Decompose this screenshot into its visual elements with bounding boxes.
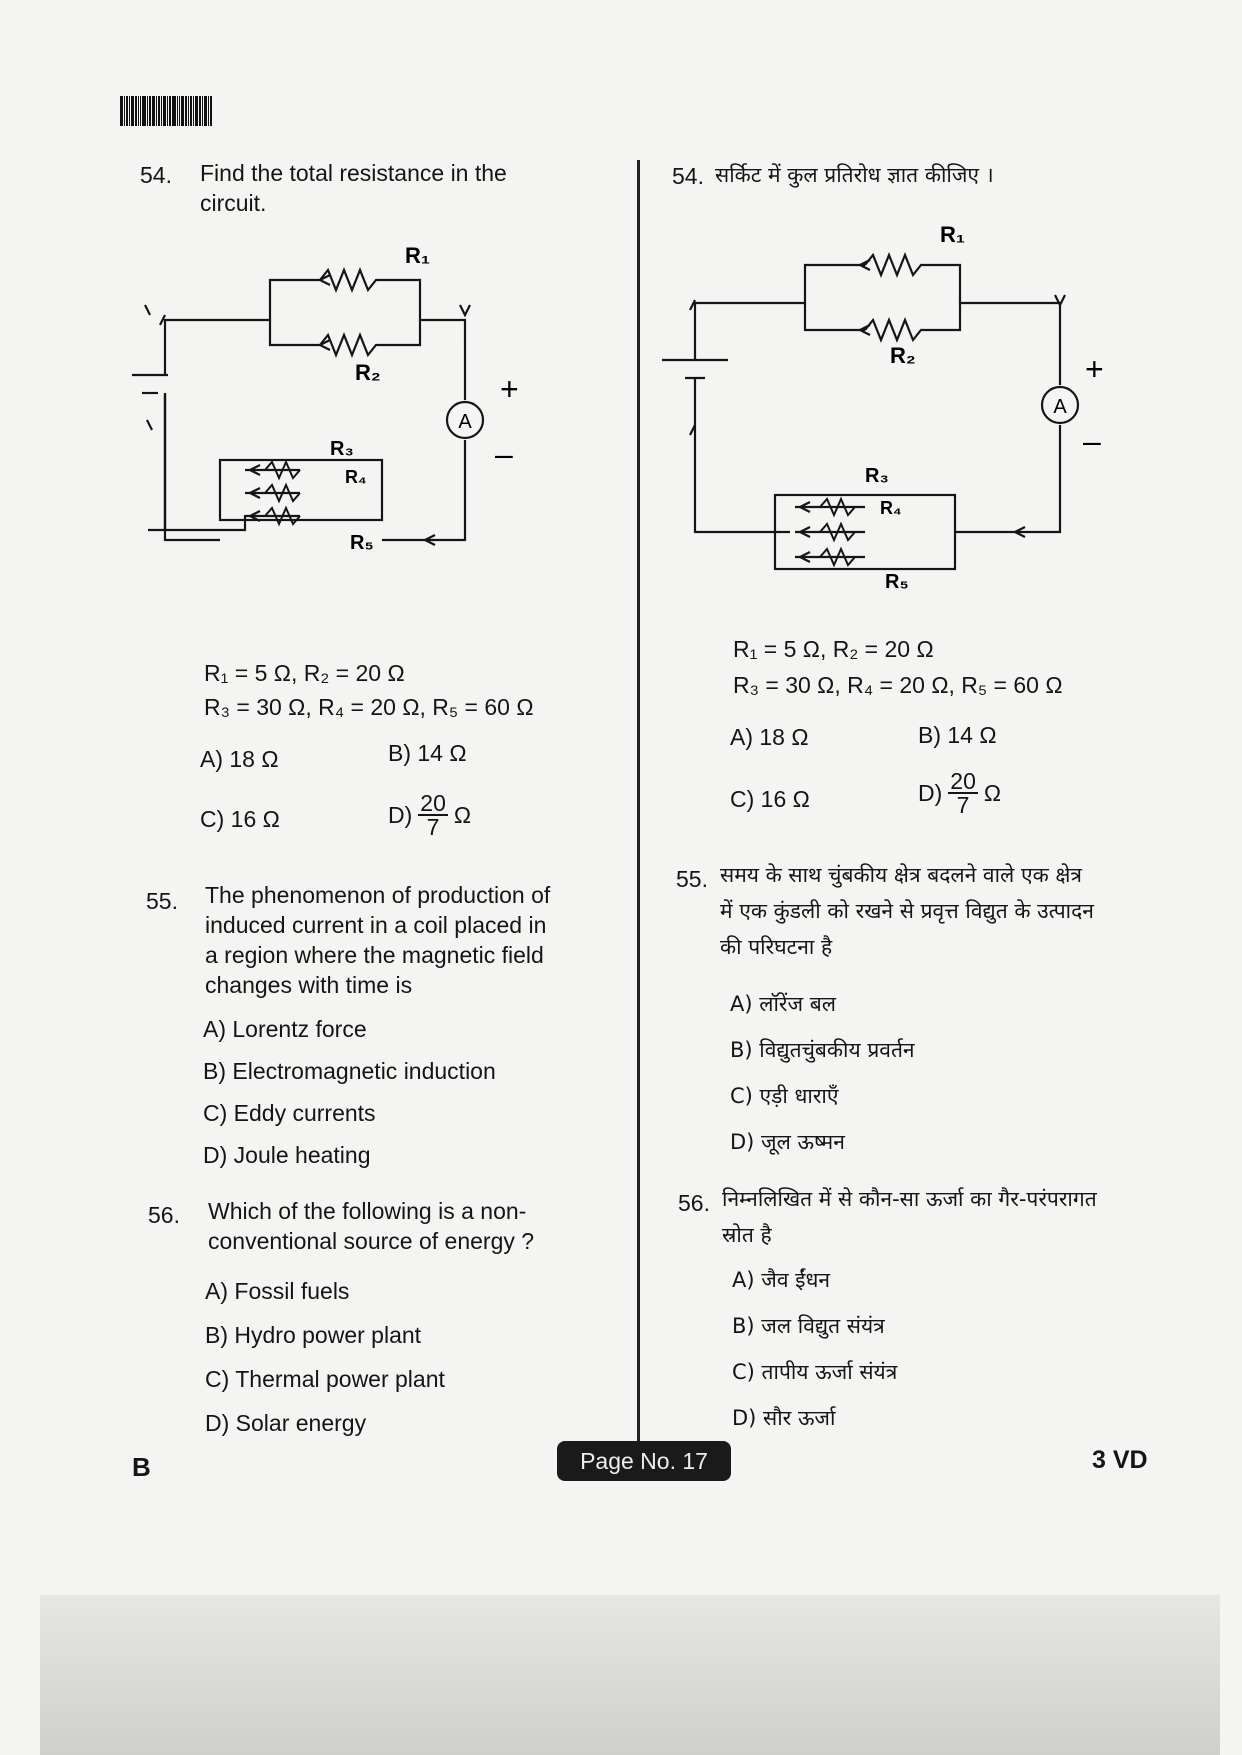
hi-q54-option-b[interactable]: B) 14 Ω — [918, 722, 997, 748]
q55-option-b[interactable]: B) Electromagnetic induction — [203, 1058, 496, 1084]
plus-label: + — [500, 371, 519, 407]
r3-label: R₃ — [330, 438, 354, 460]
series-letter: B — [132, 1452, 151, 1482]
scan-shadow-band — [40, 1595, 1220, 1755]
hi-q55-option-d[interactable]: D) जूल ऊष्मन — [730, 1130, 845, 1154]
hi-q55-line1: समय के साथ चुंबकीय क्षेत्र बदलने वाले एक क्षेत्र — [720, 863, 1083, 887]
r5-label: R₅ — [350, 532, 374, 554]
q54-values-line2: R₃ = 30 Ω, R₄ = 20 Ω, R₅ = 60 Ω — [204, 694, 534, 720]
q55-option-d[interactable]: D) Joule heating — [203, 1142, 371, 1168]
hi-q55-number: 55. — [676, 866, 708, 892]
q54-option-d-prefix: D) — [388, 801, 413, 828]
hi-q54-option-d-fraction — [948, 770, 978, 816]
r2-label: R₂ — [355, 360, 381, 385]
q56-line2: conventional source of energy ? — [208, 1228, 535, 1254]
hi-q54-text: सर्किट में कुल प्रतिरोध ज्ञात कीजिए । — [715, 163, 994, 187]
ammeter-label: A — [458, 411, 472, 433]
hi-q55-option-a[interactable]: A) लॉरेंज बल — [730, 992, 836, 1016]
hi-q56-option-b[interactable]: B) जल विद्युत संयंत्र — [732, 1314, 885, 1338]
q56-line1: Which of the following is a non- — [208, 1198, 527, 1224]
q55-line3: a region where the magnetic field — [205, 942, 544, 968]
r1-zigzag — [865, 255, 955, 275]
q56-option-a[interactable]: A) Fossil fuels — [205, 1278, 350, 1304]
column-divider — [637, 160, 640, 1460]
hi-q56-option-c[interactable]: C) तापीय ऊर्जा संयंत्र — [732, 1360, 898, 1384]
q56-option-b[interactable]: B) Hydro power plant — [205, 1322, 422, 1348]
minus-label: – — [1083, 423, 1101, 459]
q54-option-a[interactable]: A) 18 Ω — [200, 746, 279, 772]
r4-label: R₄ — [345, 467, 367, 487]
q55-option-c[interactable]: C) Eddy currents — [203, 1100, 376, 1126]
r5-label: R₅ — [885, 571, 909, 593]
q54-option-d-unit: Ω — [453, 801, 472, 828]
hi-q54-option-c[interactable]: C) 16 Ω — [730, 786, 810, 812]
hi-q55-line2: में एक कुंडली को रखने से प्रवृत्त विद्युत के उत्पादन — [720, 899, 1094, 923]
hi-q54-values-line2: R₃ = 30 Ω, R₄ = 20 Ω, R₅ = 60 Ω — [733, 672, 1063, 698]
hi-q54-option-d[interactable] — [918, 770, 1001, 816]
q54-option-d-fraction — [418, 792, 448, 838]
q54-option-c[interactable]: C) 16 Ω — [200, 806, 280, 832]
r1-zigzag — [320, 270, 390, 290]
r4-label: R₄ — [880, 498, 902, 518]
hi-q56-line1: निम्नलिखित में से कौन-सा ऊर्जा का गैर-परंपरागत — [722, 1187, 1097, 1211]
q54-values-line1: R₁ = 5 Ω, R₂ = 20 Ω — [204, 660, 405, 686]
q54-number: 54. — [140, 162, 172, 188]
q56-option-c[interactable]: C) Thermal power plant — [205, 1366, 445, 1392]
hi-q54-number: 54. — [672, 163, 704, 189]
page-number-badge: Page No. 17 — [557, 1441, 731, 1481]
hi-q55-option-b[interactable]: B) विद्युतचुंबकीय प्रवर्तन — [730, 1038, 915, 1062]
r1-label: R₁ — [405, 243, 430, 268]
r1-label: R₁ — [940, 222, 965, 247]
r2-zigzag — [320, 335, 390, 355]
q55-line4: changes with time is — [205, 972, 413, 998]
q54-d-numerator: 20 — [420, 790, 446, 816]
hi-q56-option-a[interactable]: A) जैव ईंधन — [732, 1268, 831, 1292]
hi-q54-d-denominator: 7 — [956, 792, 970, 818]
q54-text-line1: Find the total resistance in the — [200, 160, 507, 186]
q55-option-a[interactable]: A) Lorentz force — [203, 1016, 367, 1042]
hi-q54-option-d-prefix: D) — [918, 779, 943, 806]
hi-q56-number: 56. — [678, 1190, 710, 1216]
q56-number: 56. — [148, 1202, 180, 1228]
minus-label: – — [495, 436, 513, 472]
r2-label: R₂ — [890, 343, 916, 368]
hi-q54-option-d-unit: Ω — [983, 779, 1002, 806]
q56-option-d[interactable]: D) Solar energy — [205, 1410, 367, 1436]
q54-d-denominator: 7 — [426, 814, 440, 840]
q54-option-d[interactable] — [388, 792, 471, 838]
q55-line2: induced current in a coil placed in — [205, 912, 547, 938]
barcode — [120, 96, 238, 126]
hi-q54-values-line1: R₁ = 5 Ω, R₂ = 20 Ω — [733, 636, 934, 662]
q55-number: 55. — [146, 888, 178, 914]
hi-q55-line3: की परिघटना है — [720, 935, 833, 959]
plus-label: + — [1085, 351, 1104, 387]
hi-q54-d-numerator: 20 — [950, 768, 976, 794]
r2-zigzag — [865, 303, 960, 340]
hi-q54-option-a[interactable]: A) 18 Ω — [730, 724, 809, 750]
hi-q56-line2: स्रोत है — [722, 1223, 772, 1247]
q54-option-b[interactable]: B) 14 Ω — [388, 740, 467, 766]
paper-code: 3 VD — [1092, 1446, 1148, 1474]
hi-q55-option-c[interactable]: C) एड़ी धाराएँ — [730, 1084, 839, 1108]
q54-text-line2: circuit. — [200, 190, 267, 216]
r3-label: R₃ — [865, 465, 889, 487]
q54-circuit-diagram — [120, 235, 600, 615]
q55-line1: The phenomenon of production of — [205, 882, 551, 908]
hi-q56-option-d[interactable]: D) सौर ऊर्जा — [732, 1406, 836, 1430]
ammeter-label: A — [1053, 396, 1067, 418]
hi-q54-circuit-diagram — [655, 220, 1135, 600]
